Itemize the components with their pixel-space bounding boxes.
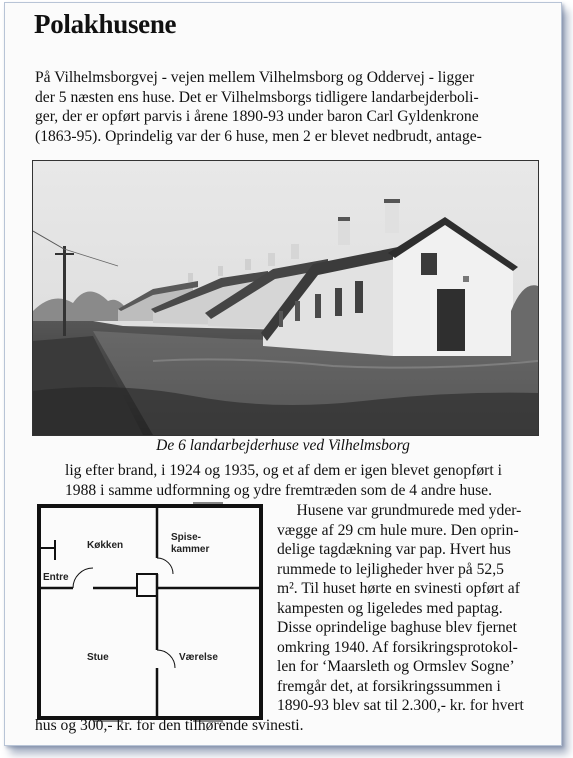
- houses-photo: [32, 160, 539, 436]
- paragraph-line: Husene var grundmurede med yder-: [277, 502, 522, 519]
- page-title: Polakhusene: [34, 9, 177, 39]
- document-page: [4, 2, 562, 746]
- room-label-pantry-2: kammer: [171, 544, 210, 555]
- paragraph-line: kampesten og ligeledes med paptag.: [277, 599, 503, 617]
- paragraph-line: vægge af 29 cm hule mure. Den oprin-: [277, 521, 519, 539]
- intro-line: (1863-95). Oprindelig var der 6 huse, men 2 er blevet nedbrudt, antage-: [35, 127, 482, 145]
- paragraph-line: lig efter brand, i 1924 og 1935, og et af dem er igen blevet genopført i: [65, 462, 502, 479]
- room-label-entry: Entre: [43, 572, 69, 583]
- paragraph-line: Disse oprindelige baghuse blev fjernet: [277, 619, 517, 636]
- room-label-room: Værelse: [179, 652, 218, 663]
- paragraph-line: omkring 1940. Af forsikringsprotokol-: [277, 638, 518, 656]
- intro-line: der 5 næsten ens huse. Det er Vilhelmsborgs tidligere landarbejderboli-: [35, 88, 479, 106]
- paragraph-line: 1988 i samme udformning og ydre fremtræden som de 4 andre huse.: [65, 481, 493, 499]
- intro-line: ger, der er opført parvis i årene 1890-93 under baron Carl Gyldenkrone: [35, 108, 479, 125]
- photo-caption: De 6 landarbejderhuse ved Vilhelmsborg: [156, 437, 410, 454]
- floor-plan-drawing: [33, 500, 269, 725]
- room-label-pantry: Spise-: [171, 532, 202, 543]
- room-label-kitchen: Køkken: [87, 540, 124, 551]
- intro-line: På Vilhelmsborgvej - vejen mellem Vilhelmsborg og Oddervej - ligger: [35, 69, 475, 86]
- paragraph-line: rummede to lejligheder hver på 52,5: [277, 560, 504, 578]
- paragraph-line: delige tagdækning var pap. Hvert hus: [277, 541, 511, 558]
- room-label-living: Stue: [87, 652, 109, 663]
- paragraph-line: hus og 300,- kr. for den tilhørende svinesti.: [35, 716, 304, 734]
- paragraph-line: m². Til huset hørte en svinesti opført af: [277, 580, 520, 597]
- paragraph-line: len for ‘Maarsleth og Ormslev Sogne’: [277, 658, 515, 675]
- paragraph-line: fremgår det, at forsikringssummen i: [277, 677, 501, 695]
- paragraph-line: 1890-93 blev sat til 2.300,- kr. for hvert: [277, 697, 524, 714]
- floor-plan: [33, 500, 269, 725]
- intro-paragraph: [35, 68, 482, 146]
- continued-paragraph: [65, 461, 502, 500]
